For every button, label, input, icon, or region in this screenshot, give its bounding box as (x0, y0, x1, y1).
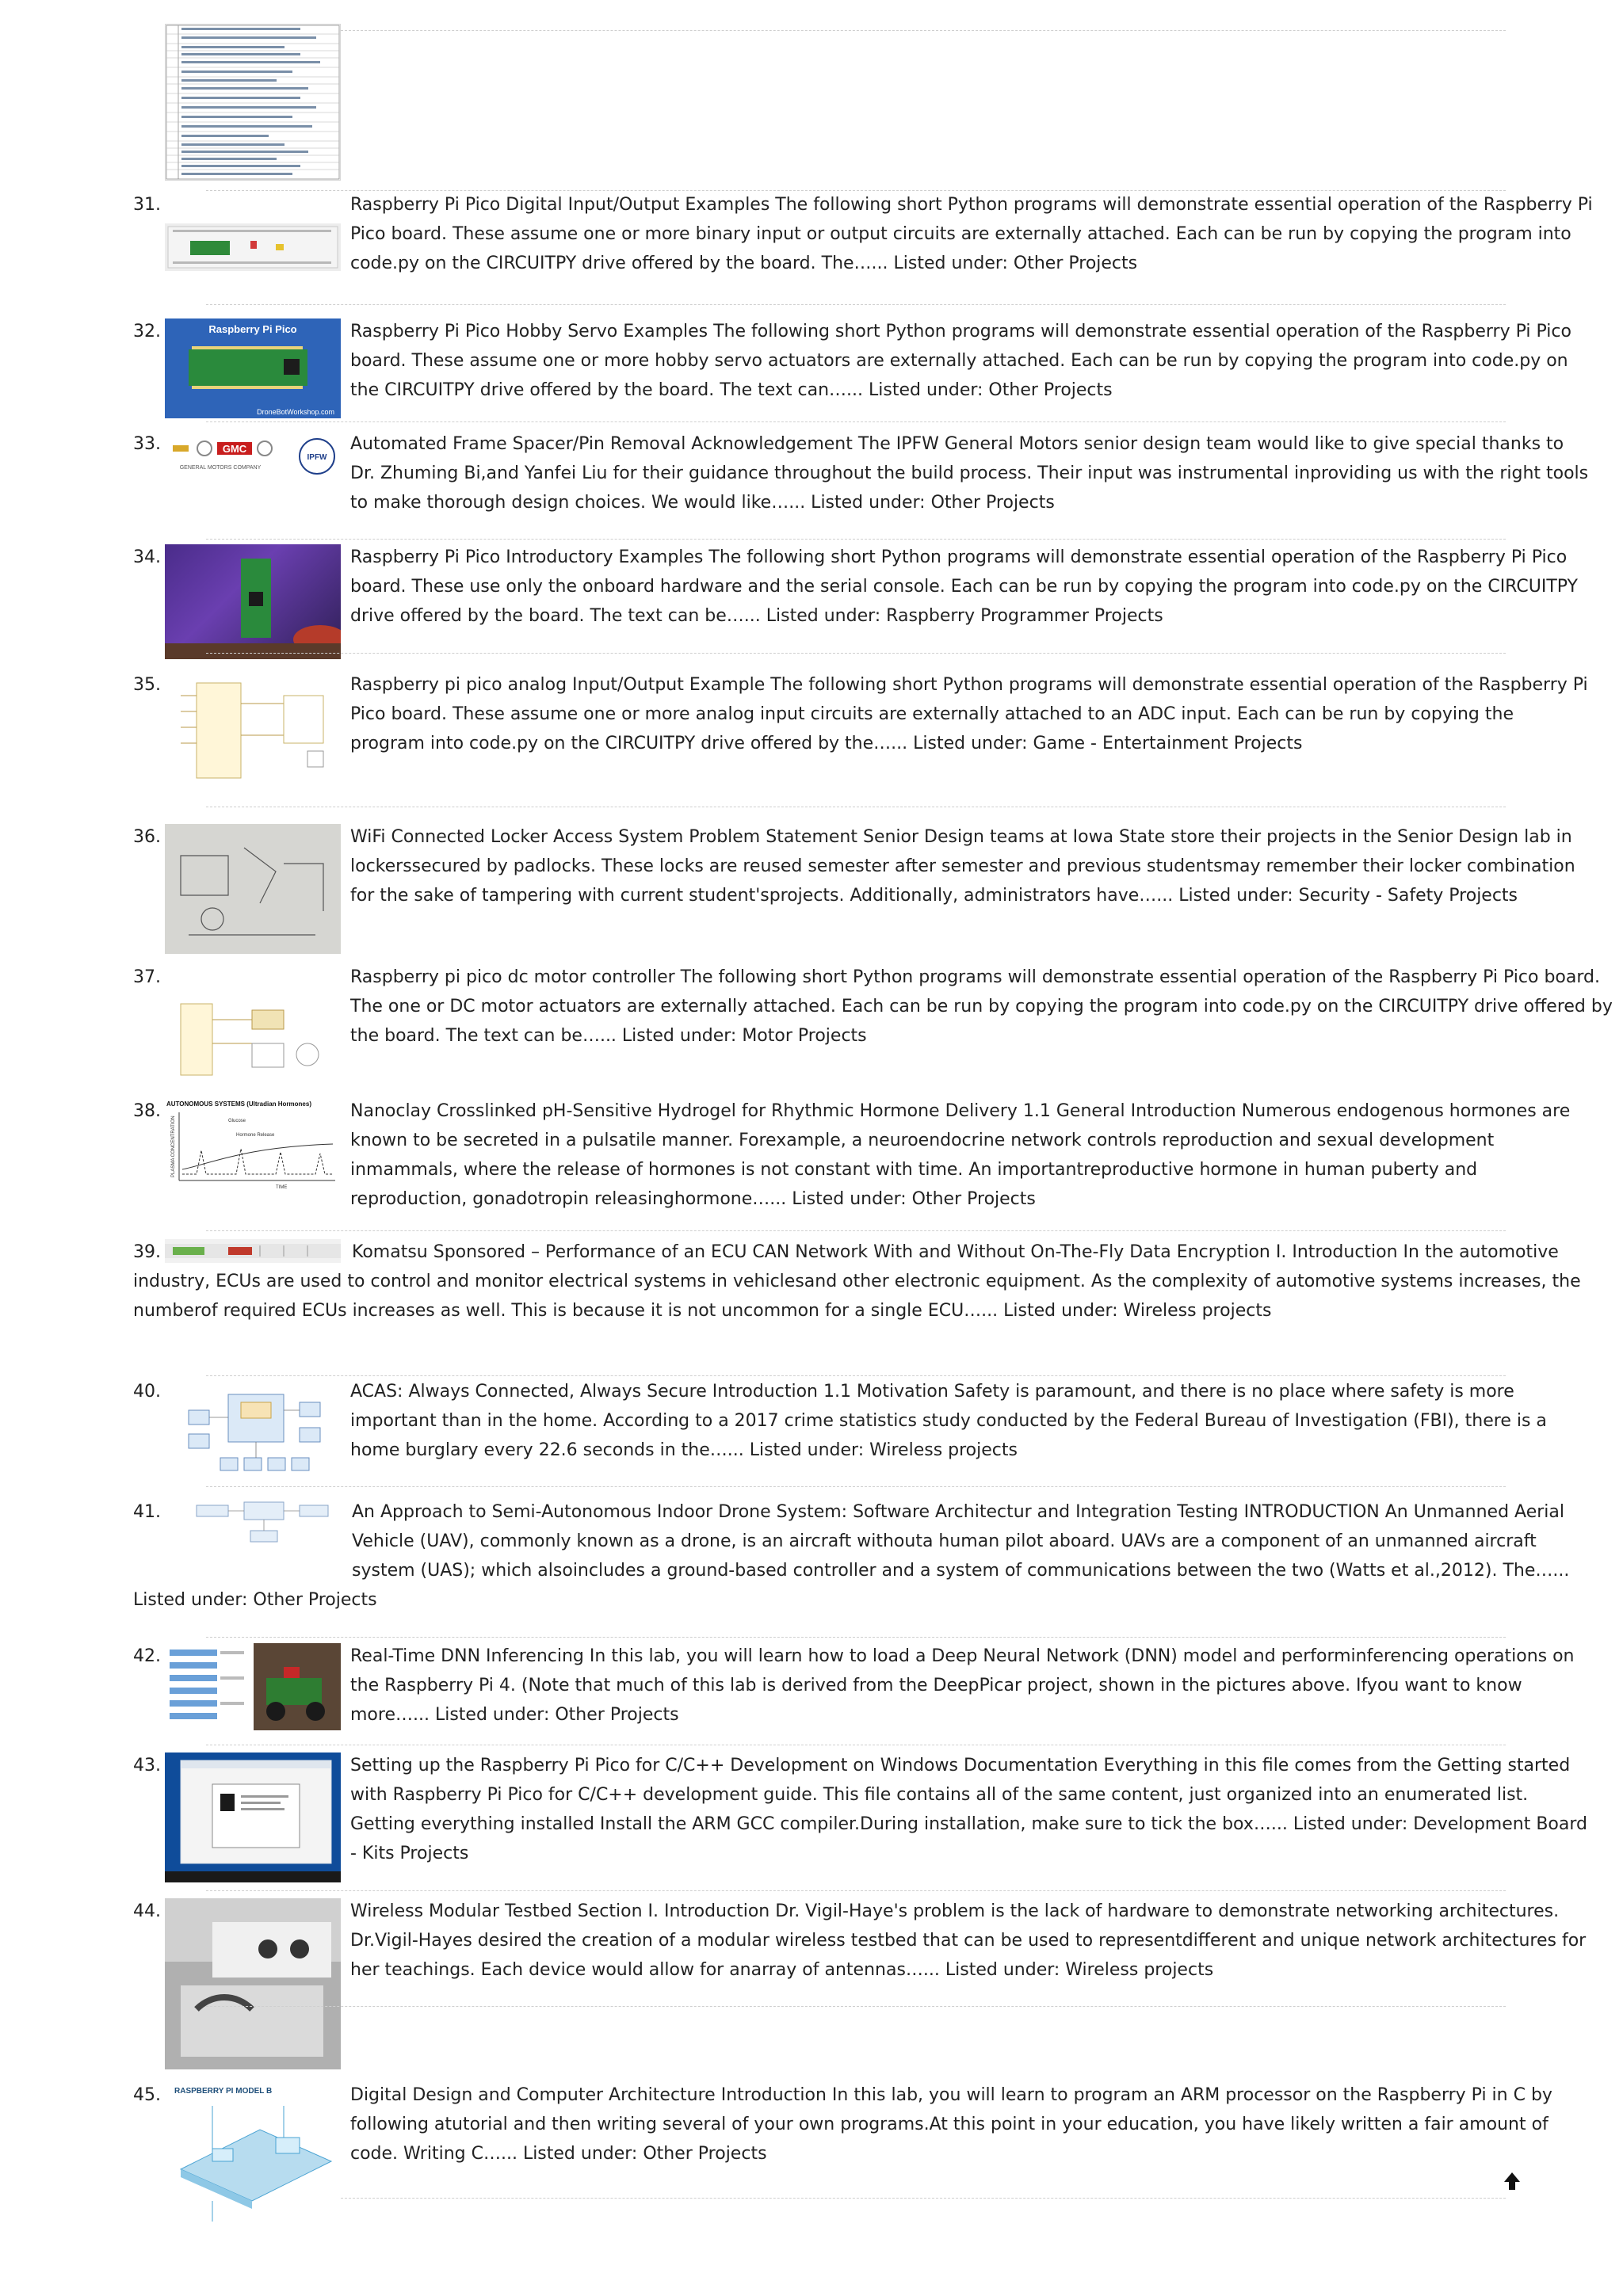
item-description (350, 429, 1593, 517)
breadboard-circuit-thumbnail[interactable] (165, 223, 341, 271)
thumb-legend-b: Hormone Release (236, 1133, 275, 1138)
item-description (350, 1642, 1593, 1730)
testbed-photo-image (165, 1898, 341, 2069)
pi-model-b-diagram-thumbnail[interactable] (165, 2082, 341, 2229)
item-description (350, 822, 1593, 910)
list-item (133, 670, 1593, 758)
windows-installer-thumbnail[interactable] (165, 1753, 341, 1882)
pico-photo-thumbnail[interactable] (165, 544, 341, 659)
item-description (350, 2081, 1593, 2168)
whiteboard-image (165, 824, 341, 954)
list-item (133, 1097, 1593, 1214)
thumb-title: RASPBERRY PI MODEL B (174, 2087, 273, 2096)
divider (206, 421, 1506, 422)
divider (206, 2006, 1506, 2007)
thumb-caption: GENERAL MOTORS COMPANY (179, 465, 262, 471)
item-number: 37. (133, 967, 161, 987)
list-item (133, 543, 1593, 631)
list-item (133, 2081, 1593, 2168)
item-number: 40. (133, 1382, 161, 1402)
divider (206, 1375, 1506, 1376)
hormone-plot-thumbnail[interactable] (165, 1098, 341, 1193)
item-link[interactable]: Digital Design and Computer Architecture Introduction In this lab, you will learn to program an ARM processor on the Raspberry Pi in C by following atutorial and then writing several of your own programs.At this point in your education, you have likely written a fair amount of code. Writing C…... Listed under: Other Projects (350, 2085, 1552, 2164)
item-description (350, 317, 1593, 405)
divider (206, 539, 1506, 540)
gm-logos-image (165, 431, 341, 486)
pico-photo-image (165, 544, 341, 659)
pico-board-image (165, 335, 341, 399)
thumb-xlabel: TIME (276, 1185, 288, 1190)
can-bus-trace-thumbnail[interactable] (165, 1239, 341, 1263)
list-item (133, 1497, 1593, 1615)
item-link[interactable]: Raspberry Pi Pico Introductory Examples The following short Python programs will demonstrate essential operation of the Raspberry Pi Pico board. These use only the onboard hardware and the serial console. Each can be run by copying the program into code.py on the CIRCUITPY drive offered by the board. The text can be…... Listed under: Raspberry Programmer Projects (350, 547, 1578, 626)
pico-wiring-diagram-thumbnail[interactable] (165, 672, 341, 791)
arrow-up-icon (1501, 2169, 1523, 2193)
item-number: 34. (133, 547, 161, 567)
divider (341, 30, 1506, 31)
block-diagram-image (165, 1379, 341, 1480)
list-item (133, 1238, 1593, 1325)
item-number: 39. (133, 1242, 161, 1262)
list-item (133, 963, 1623, 1051)
motor-diagram-image (165, 996, 341, 1081)
item-number: 38. (133, 1101, 161, 1121)
item-link[interactable]: Komatsu Sponsored – Performance of an ECU CAN Network With and Without On-The-Fly Data Encryption I. Introduction In the automotive industry, ECUs are used to control and monitor electrical systems in vehiclesand other electronic equipment. As the complexity of automotive systems increases, the numberof required ECUs increases as well. This is because it is not uncommon for a single ECU…... Listed under: Wireless projects (133, 1242, 1581, 1321)
item-number: 36. (133, 827, 161, 847)
thumb-title: Raspberry Pi Pico (208, 323, 297, 335)
divider (206, 653, 1506, 654)
list-item (133, 1751, 1593, 1868)
list-item (133, 822, 1593, 910)
motor-wiring-diagram-thumbnail[interactable] (165, 996, 341, 1081)
list-item (133, 1897, 1593, 1985)
item-link[interactable]: Raspberry Pi Pico Digital Input/Output Examples The following short Python programs will demonstrate essential operation of the Raspberry Pi Pico board. These assume one or more binary input or output circuits are externally attached. Each can be run by copying the program into code.py on the CIRCUITPY drive offered by the board. The…... Listed under: Other Projects (350, 195, 1593, 273)
wiring-diagram-image (165, 672, 341, 791)
item-description (133, 1497, 1593, 1615)
item-link[interactable]: An Approach to Semi-Autonomous Indoor Drone System: Software Architectur and Integration Testing INTRODUCTION An Unmanned Aerial Vehicle (UAV), commonly known as a drone, is an aircraft withouta human pilot aboard. UAVs are a component of an unmanned aircraft system (UAS); which alsoincludes a ground-based controller and a system of communications between the two (Watts et al.,2012). The…... Listed under: Other Projects (133, 1502, 1570, 1610)
item-description (350, 190, 1593, 278)
thumb-seal: IPFW (307, 453, 327, 462)
drone-architecture-thumbnail[interactable] (165, 1499, 341, 1554)
list-item (133, 190, 1593, 278)
item-link[interactable]: Raspberry Pi Pico Hobby Servo Examples The following short Python programs will demonstrate essential operation of the Raspberry Pi Pico board. These assume one or more hobby servo actuators are externally attached. Each can be run by copying the program into code.py on the CIRCUITPY drive offered by the board. The text can…... Listed under: Other Projects (350, 322, 1571, 400)
can-trace-image (165, 1239, 341, 1263)
divider (341, 2198, 1506, 2199)
item-description (350, 670, 1593, 758)
item-description (350, 1751, 1593, 1868)
item-number: 44. (133, 1901, 161, 1921)
thumb-footer: DroneBotWorkshop.com (257, 408, 334, 416)
divider (206, 1890, 1506, 1891)
item-number: 32. (133, 322, 161, 341)
list-item (133, 1642, 1593, 1730)
thumb-title: AUTONOMOUS SYSTEMS (Ultradian Hormones) (166, 1100, 311, 1108)
item-link[interactable]: Wireless Modular Testbed Section I. Introduction Dr. Vigil-Haye's problem is the lack of hardware to demonstrate networking architectures. Dr.Vigil-Hayes desired the creation of a modular wireless testbed that can be used to representdifferent and unique network architectures for her teachings. Each device would allow for anarray of antennas…... Listed under: Wireless projects (350, 1901, 1587, 1980)
item-number: 41. (133, 1502, 161, 1522)
deeppicar-image (165, 1643, 341, 1730)
item-description (350, 1377, 1593, 1465)
item-description (350, 963, 1623, 1051)
list-item (133, 1377, 1593, 1465)
item-number: 45. (133, 2085, 161, 2105)
drone-architecture-image (165, 1499, 341, 1554)
item-description (350, 1097, 1593, 1214)
item-number: 43. (133, 1756, 161, 1775)
item-link[interactable]: Raspberry pi pico dc motor controller The following short Python programs will demonstrate essential operation of the Raspberry Pi Pico board. The one or DC motor actuators are externally attached. Each can be run by copying the program into code.py on the CIRCUITPY drive offered by the board. The text can be…... Listed under: Motor Projects (350, 967, 1613, 1046)
hormone-plot-image (165, 1098, 341, 1193)
breadboard-image (165, 223, 341, 271)
item-link[interactable]: Setting up the Raspberry Pi Pico for C/C++ Development on Windows Documentation Everything in this file comes from the Getting started with Raspberry Pi Pico for C/C++ development guide. This file contains all of the same content, just organized into an enumerated list. Getting everything installed Install the ARM GCC compiler.During installation, make sure to tick the box…... Listed under: Development Board - Kits Projects (350, 1756, 1587, 1863)
divider (206, 304, 1506, 305)
requirements-table-thumbnail[interactable] (165, 24, 341, 181)
testbed-photo-thumbnail[interactable] (165, 1898, 341, 2069)
back-to-top-button[interactable] (1501, 2169, 1523, 2193)
pi-model-b-image (165, 2082, 341, 2229)
item-number: 31. (133, 195, 161, 215)
pico-board-thumbnail[interactable] (165, 318, 341, 418)
windows-installer-image (165, 1753, 341, 1882)
item-number: 42. (133, 1646, 161, 1666)
item-link[interactable]: Raspberry pi pico analog Input/Output Example The following short Python programs will demonstrate essential operation of the Raspberry Pi Pico board. These assume one or more analog input circuits are externally attached to an ADC input. Each can be run by copying the program into code.py on the CIRCUITPY drive offered by the…... Listed under: Game - Entertainment Projects (350, 675, 1588, 753)
list-item (133, 317, 1593, 416)
item-link[interactable]: Automated Frame Spacer/Pin Removal Acknowledgement The IPFW General Motors senior design team would like to give special thanks to Dr. Zhuming Bi,and Yanfei Liu for their guidance throughout the build process. Their input was instrumental inproviding us with the right tools to make thorough design choices. We would like…... Listed under: Other Projects (350, 434, 1589, 513)
item-link[interactable]: ACAS: Always Connected, Always Secure Introduction 1.1 Motivation Safety is paramount, and there is no place where safety is more important than in the home. According to a 2017 crime statistics study conducted by the Federal Bureau of Investigation (FBI), there is a home burglary every 22.6 seconds in the…... Listed under: Wireless projects (350, 1382, 1547, 1460)
item-number: 35. (133, 675, 161, 695)
thumb-legend-a: Glucose (228, 1119, 246, 1123)
item-link[interactable]: Nanoclay Crosslinked pH-Sensitive Hydrogel for Rhythmic Hormone Delivery 1.1 General Introduction Numerous endogenous hormones are known to be secreted in a pulsatile manner. Forexample, a neuroendocrine network controls reproduction and sexual development inmammals, where the release of hormones is not constant with time. An importantreproductive hormone in human puberty and reproduction, gonadotropin releasinghormone…... Listed under: Other Projects (350, 1101, 1571, 1209)
divider (206, 1637, 1506, 1638)
thumb-brand: GMC (222, 443, 247, 455)
item-link[interactable]: Real-Time DNN Inferencing In this lab, you will learn how to load a Deep Neural Network (DNN) model and performinferencing operations on the Raspberry Pi 4. (Note that much of this lab is derived from the DeepPicar project, shown in the pictures above. Ifyou want to know more…... Listed under: Other Projects (350, 1646, 1575, 1725)
table-image (166, 25, 340, 180)
item-number: 33. (133, 434, 161, 454)
divider (206, 1486, 1506, 1487)
item-description (133, 1238, 1593, 1325)
divider (206, 1230, 1506, 1231)
gm-logos-thumbnail[interactable] (165, 431, 341, 486)
whiteboard-sketch-thumbnail[interactable] (165, 824, 341, 954)
item-description (350, 543, 1593, 631)
item-link[interactable]: WiFi Connected Locker Access System Problem Statement Senior Design teams at Iowa State store their projects in the Senior Design lab in lockerssecured by padlocks. These locks are reused semester after semester and previous studentsmay remember their locker combination for the sake of tampering with current student'sprojects. Additionally, administrators have…... Listed under: Security - Safety Projects (350, 827, 1575, 906)
block-diagram-thumbnail[interactable] (165, 1379, 341, 1480)
thumb-ylabel: PLASMA CONCENTRATION (171, 1116, 176, 1177)
deeppicar-thumbnail[interactable] (165, 1643, 341, 1730)
list-item (133, 429, 1593, 517)
item-description (350, 1897, 1593, 1985)
